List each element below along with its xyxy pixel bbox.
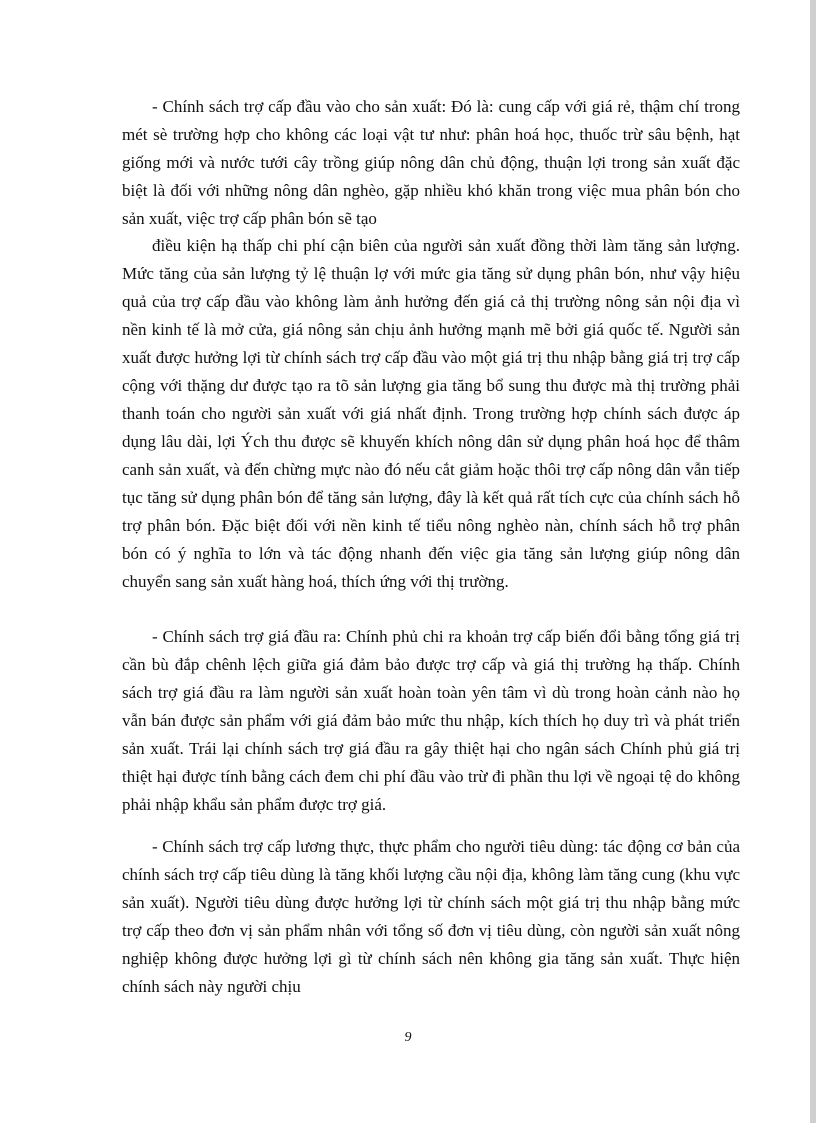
paragraph-consumer-food-subsidy: - Chính sách trợ cấp lương thực, thực phẩm cho người tiêu dùng: tác động cơ bản của chính sách trợ cấp tiêu dùng là tăng khối lượng cầu nội địa, không làm tăng cung (khu vực sản xuất). Người tiêu dùng được hưởng lợi từ chính sách một giá trị thu nhập bằng mức trợ cấp theo đơn vị sản phẩm nhân với tổng số đơn vị tiêu dùng, còn người sản xuất nông nghiệp không được hưởng lợi gì từ chính sách nên không gia tăng sản xuất. Thực hiện chính sách này người chịu [122,837,740,996]
page-number: 9 [404,1030,412,1045]
paragraph-output-price-support: - Chính sách trợ giá đầu ra: Chính phủ chi ra khoản trợ cấp biến đổi bằng tổng giá trị cần bù đắp chênh lệch giữa giá đảm bảo được trợ cấp và giá thị trường hạ thấp. Chính sách trợ giá đầu ra làm người sản xuất hoàn toàn yên tâm vì dù trong hoàn cảnh nào họ vẫn bán được sản phẩm với giá đảm bảo mức thu nhập, kích thích họ duy trì và phát triển sản xuất. Trái lại chính sách trợ giá đầu ra gây thiệt hại cho ngân sách Chính phủ giá trị thiệt hại được tính bằng cách đem chi phí đầu vào trừ đi phần thu lợi về ngoại tệ do không phải nhập khẩu sản phẩm được trợ giá. [122,627,740,814]
page-edge-divider [810,0,816,1123]
paragraph-input-subsidy: - Chính sách trợ cấp đầu vào cho sản xuất: Đó là: cung cấp với giá rẻ, thậm chí trong mét sè trường hợp cho không các loại vật tư như: phân hoá học, thuốc trừ sâu bệnh, hạt giống mới và nước tưới cây trồng giúp nông dân chủ động, thuận lợi trong sản xuất đặc biệt là đối với những nông dân nghèo, gặp nhiều khó khăn trong việc mua phân bón cho sản xuất, việc trợ cấp phân bón sẽ tạo [122,97,740,228]
paragraph-input-subsidy-continued: điều kiện hạ thấp chi phí cận biên của người sản xuất đồng thời làm tăng sản lượng. Mức tăng của sản lượng tỷ lệ thuận lợ với mức gia tăng sử dụng phân bón, như vậy hiệu quả của trợ cấp đầu vào không làm ảnh hưởng đến giá cả thị trường nông sản nội địa vì nền kinh tế là mở cửa, giá nông sản chịu ảnh hưởng mạnh mẽ bởi giá quốc tế. Người sản xuất được hưởng lợi từ chính sách trợ cấp đầu vào một giá trị thu nhập bằng giá trị trợ cấp cộng với thặng dư được tạo ra tõ sản lượng gia tăng bổ sung thu được mà thị trường phải thanh toán cho người sản xuất với giá nhất định. Trong trường hợp chính sách được áp dụng lâu dài, lợi Ých thu được sẽ khuyến khích nông dân sử dụng phân hoá học để thâm canh sản xuất, và đến chừng mực nào đó nếu cắt giảm hoặc thôi trợ cấp nông dân vẫn tiếp tục tăng sử dụng phân bón để tăng sản lượng, đây là kết quả rất tích cực của chính sách hỗ trợ phân bón. Đặc biệt đối với nền kinh tế tiểu nông nghèo nàn, chính sách hỗ trợ phân bón có ý nghĩa to lớn và tác động nhanh đến việc gia tăng sản lượng giúp nông dân chuyển sang sản xuất hàng hoá, thích ứng với thị trường. [122,236,740,591]
